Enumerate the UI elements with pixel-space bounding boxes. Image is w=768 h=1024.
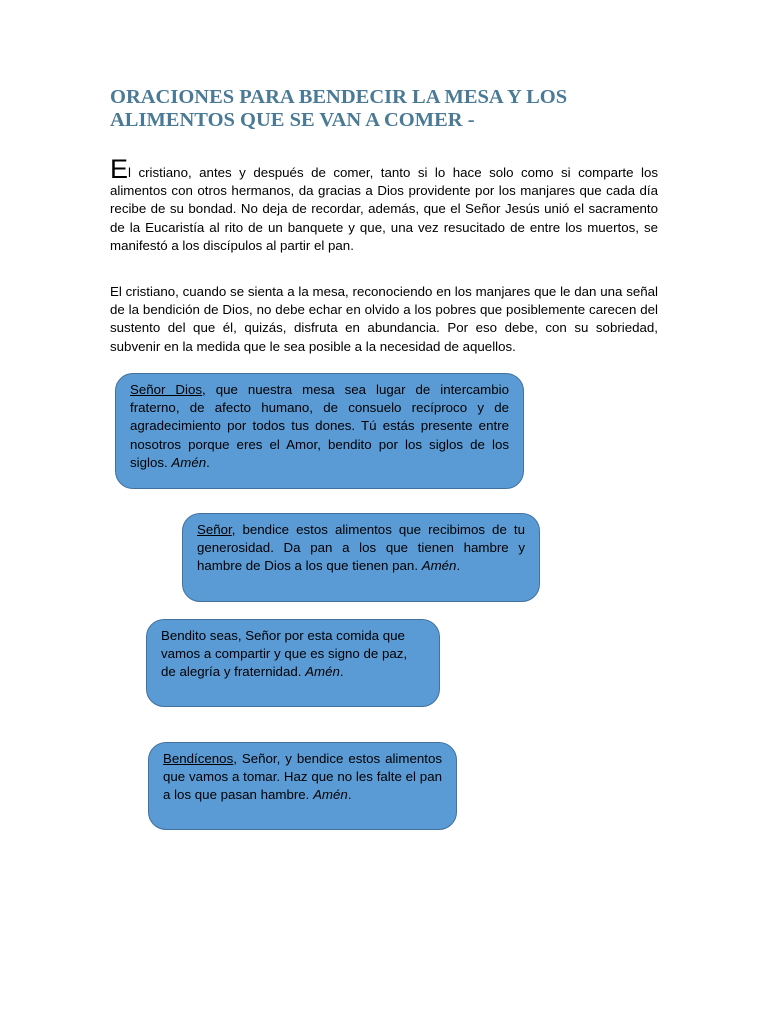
page-title: ORACIONES PARA BENDECIR LA MESA Y LOS ALIMENTOS QUE SE VAN A COMER - bbox=[110, 86, 568, 131]
prayer-4-end: . bbox=[347, 787, 352, 803]
prayer-2-end: . bbox=[456, 558, 461, 574]
prayer-3-text: Bendito seas, Señor por esta comida que vamos a compartir y que es signo de paz, de alegría y fraternidad. bbox=[161, 628, 408, 680]
prayer-4-text: , Señor, y bendice estos alimentos que vamos a tomar. Haz que no les falte el pan a los que pasan hambre. bbox=[163, 751, 442, 803]
prayer-box-1 bbox=[115, 373, 524, 489]
prayer-1-amen: Amén bbox=[171, 454, 207, 470]
intro-paragraph-text: l cristiano, antes y después de comer, tanto si lo hace solo como si comparte los alimentos con otros hermanos, da gracias a Dios providente por los manjares que cada día recibe de su bondad. No deja de recordar, además, que el Señor Jesús unió el sacramento de la Eucaristía al rito de un banquete y que, una vez resucitado de entre los muertos, se manifestó a los discípulos al partir el pan. bbox=[110, 165, 658, 253]
prayer-2-lead: Señor bbox=[197, 522, 232, 537]
prayer-1-text: , que nuestra mesa sea lugar de intercambio fraterno, de afecto humano, de consuelo recíproco y de agradecimiento por todos tus dones. Tú estás presente entre nosotros porque eres el Amor, bendito por los siglos de los siglos. bbox=[130, 382, 509, 470]
prayer-1-lead: Señor Dios bbox=[130, 382, 203, 397]
second-paragraph: El cristiano, cuando se sienta a la mesa, reconociendo en los manjares que le dan una señal de la bendición de Dios, no debe echar en olvido a los pobres que posiblemente carecen del sustento del que él, quizás, disfruta en abundancia. Por eso debe, con su sobriedad, subvenir en la medida que le sea posible a la necesidad de aquellos. bbox=[110, 284, 658, 354]
prayer-2-amen: Amén bbox=[421, 558, 457, 574]
prayer-1-end: . bbox=[206, 454, 210, 470]
prayer-box-2 bbox=[182, 513, 540, 602]
prayer-4-amen: Amén bbox=[313, 787, 348, 803]
drop-cap: E bbox=[110, 154, 129, 184]
prayer-2-text: , bendice estos alimentos que recibimos de tu generosidad. Da pan a los que tienen hambre y hambre de Dios a los que tienen pan. bbox=[197, 522, 525, 574]
prayer-4-lead: Bendícenos bbox=[163, 751, 234, 766]
prayer-box-4 bbox=[148, 742, 457, 830]
prayer-3-amen: Amén bbox=[305, 664, 340, 680]
prayer-box-3 bbox=[146, 619, 440, 707]
prayer-3-end: . bbox=[339, 664, 344, 680]
intro-paragraph bbox=[110, 154, 658, 255]
